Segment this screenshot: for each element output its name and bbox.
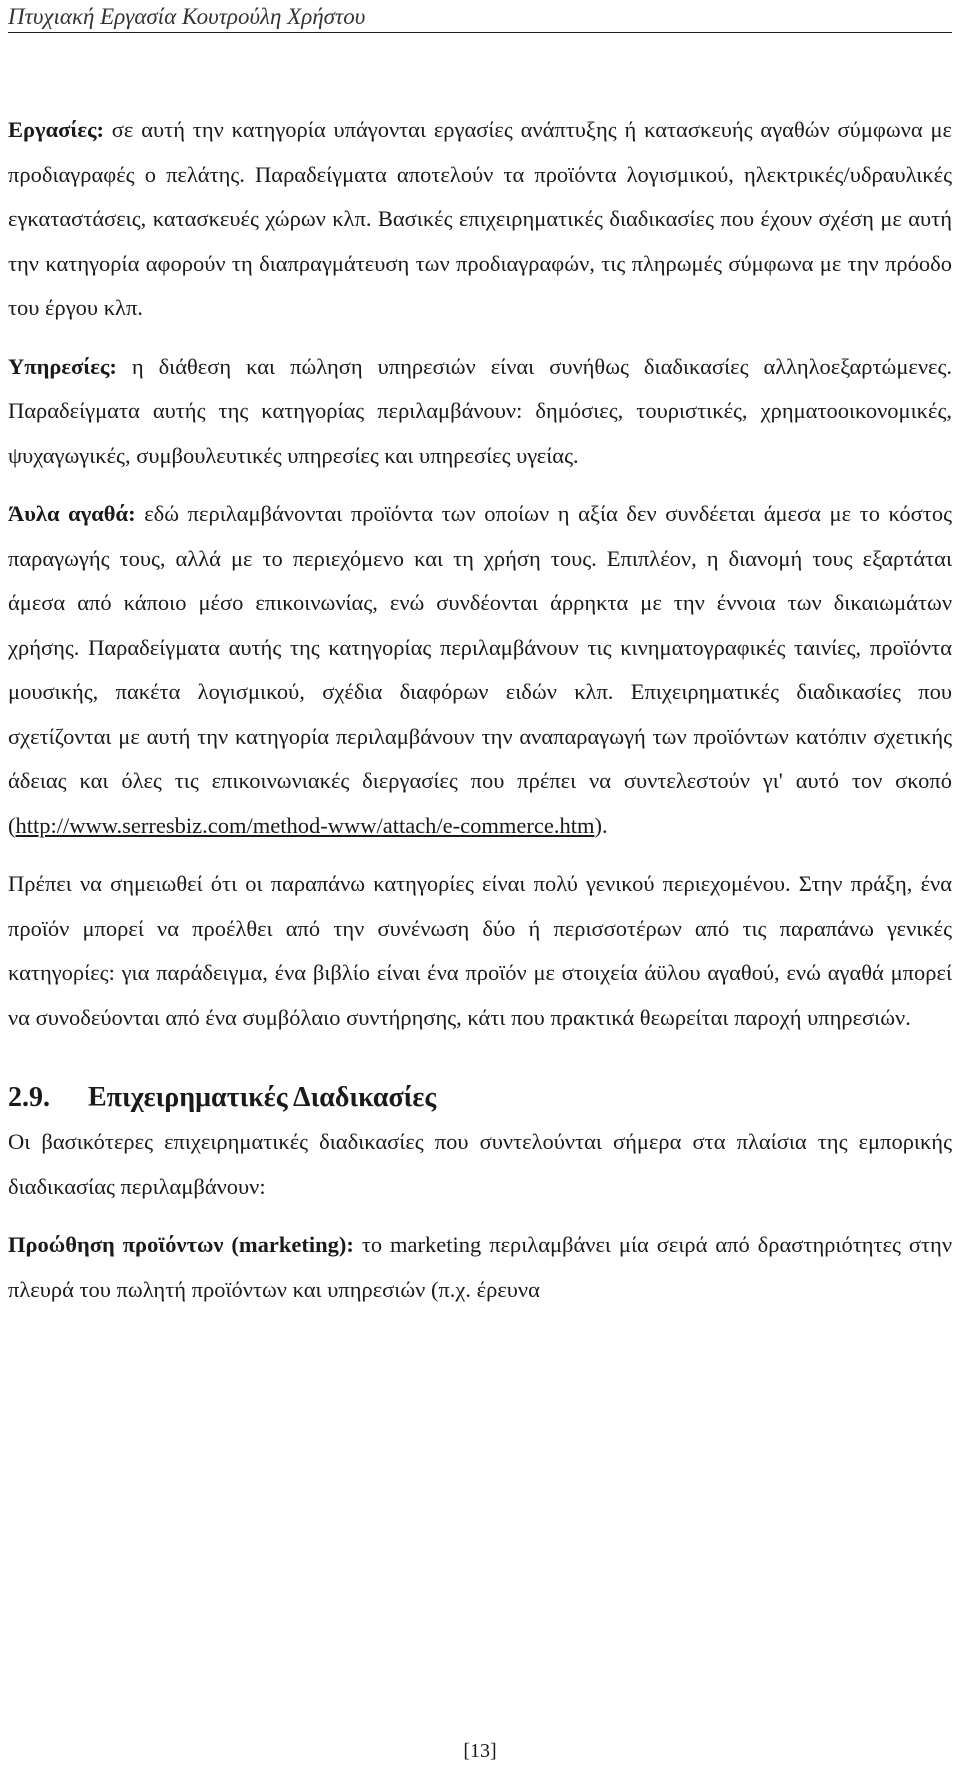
term-intangible-goods: Άυλα αγαθά: (8, 501, 136, 526)
running-header: Πτυχιακή Εργασία Κουτρούλη Χρήστου (8, 2, 952, 33)
reference-link[interactable]: http://www.serresbiz.com/method-www/attach/e-commerce.htm (15, 812, 595, 838)
paragraph-works (8, 108, 952, 331)
paragraph-services (8, 345, 952, 479)
section-heading (8, 1078, 952, 1118)
paragraph-marketing (8, 1223, 952, 1312)
paragraph-intangible-goods (8, 492, 952, 848)
page-body (8, 108, 952, 1312)
paragraph-intangible-closing: ). (594, 812, 608, 838)
paragraph-services-text: η διάθεση και πώληση υπηρεσιών είναι συνήθως διαδικασίες αλληλοεξαρτώμενες. Παραδείγματα αυτής της κατηγορίας περιλαμβάνουν: δημόσιες, τουριστικές, χρηματοοικονομικές, ψυχαγωγικές, συμβουλευτικές υπηρεσίες και υπηρεσίες υγείας. (8, 353, 952, 468)
paragraph-intangible-text: εδώ περιλαμβάνονται προϊόντα των οποίων η αξία δεν συνδέεται άμεσα με το κόστος παραγωγής τους, αλλά με το περιεχόμενο και τη χρήση τους. Επιπλέον, η διανομή τους εξαρτάται άμεσα από κάποιο μέσο επικοινωνίας, ενώ συνδέονται άρρηκτα με την έννοια των δικαιωμάτων χρήσης. Παραδείγματα αυτής της κατηγορίας περιλαμβάνουν τις κινηματογραφικές ταινίες, προϊόντα μουσικής, πακέτα λογισμικού, σχέδια διαφόρων ειδών κλπ. Επιχειρηματικές διαδικασίες που σχετίζονται με αυτή την κατηγορία περιλαμβάνουν την αναπαραγωγή των προϊόντων κατόπιν σχετικής άδειας και όλες τις επικοινωνιακές διεργασίες που πρέπει να συντελεστούν γι' αυτό τον σκοπό ( (8, 501, 952, 838)
paragraph-general-note: Πρέπει να σημειωθεί ότι οι παραπάνω κατηγορίες είναι πολύ γενικού περιεχομένου. Στην πράξη, ένα προϊόν μπορεί να προέλθει από την συνένωση δύο ή περισσοτέρων από τις παραπάνω γενικές κατηγορίες: για παράδειγμα, ένα βιβλίο είναι ένα προϊόν με στοιχεία άϋλου αγαθού, ενώ αγαθά μπορεί να συνοδεύονται από ένα συμβόλαιο συντήρησης, κάτι που πρακτικά θεωρείται παροχή υπηρεσιών. (8, 871, 952, 1030)
paragraph-works-text: σε αυτή την κατηγορία υπάγονται εργασίες ανάπτυξης ή κατασκευής αγαθών σύμφωνα με προδιαγραφές ο πελάτης. Παραδείγματα αποτελούν τα προϊόντα λογισμικού, ηλεκτρικές/υδραυλικές εγκαταστάσεις, κατασκευές χώρων κλπ. Βασικές επιχειρηματικές διαδικασίες που έχουν σχέση με αυτή την κατηγορία αφορούν τη διαπραγμάτευση των προδιαγραφών, τις πληρωμές σύμφωνα με την πρόοδο του έργου κλπ. (8, 117, 952, 320)
section-title: Επιχειρηματικές Διαδικασίες (88, 1082, 437, 1113)
paragraph-marketing-text: το marketing περιλαμβάνει μία σειρά από δραστηριότητες στην πλευρά του πωλητή προϊόντων και υπηρεσιών (π.χ. έρευνα (8, 1232, 952, 1302)
section-number: 2.9. (8, 1082, 50, 1113)
page-number: [13] (463, 1740, 497, 1762)
section-intro: Οι βασικότερες επιχειρηματικές διαδικασίες που συντελούνται σήμερα στα πλαίσια της εμπορικής διαδικασίας περιλαμβάνουν: (8, 1129, 952, 1199)
term-works: Εργασίες: (8, 117, 104, 142)
term-services: Υπηρεσίες: (8, 353, 117, 379)
term-marketing: Προώθηση προϊόντων (marketing): (8, 1232, 354, 1257)
